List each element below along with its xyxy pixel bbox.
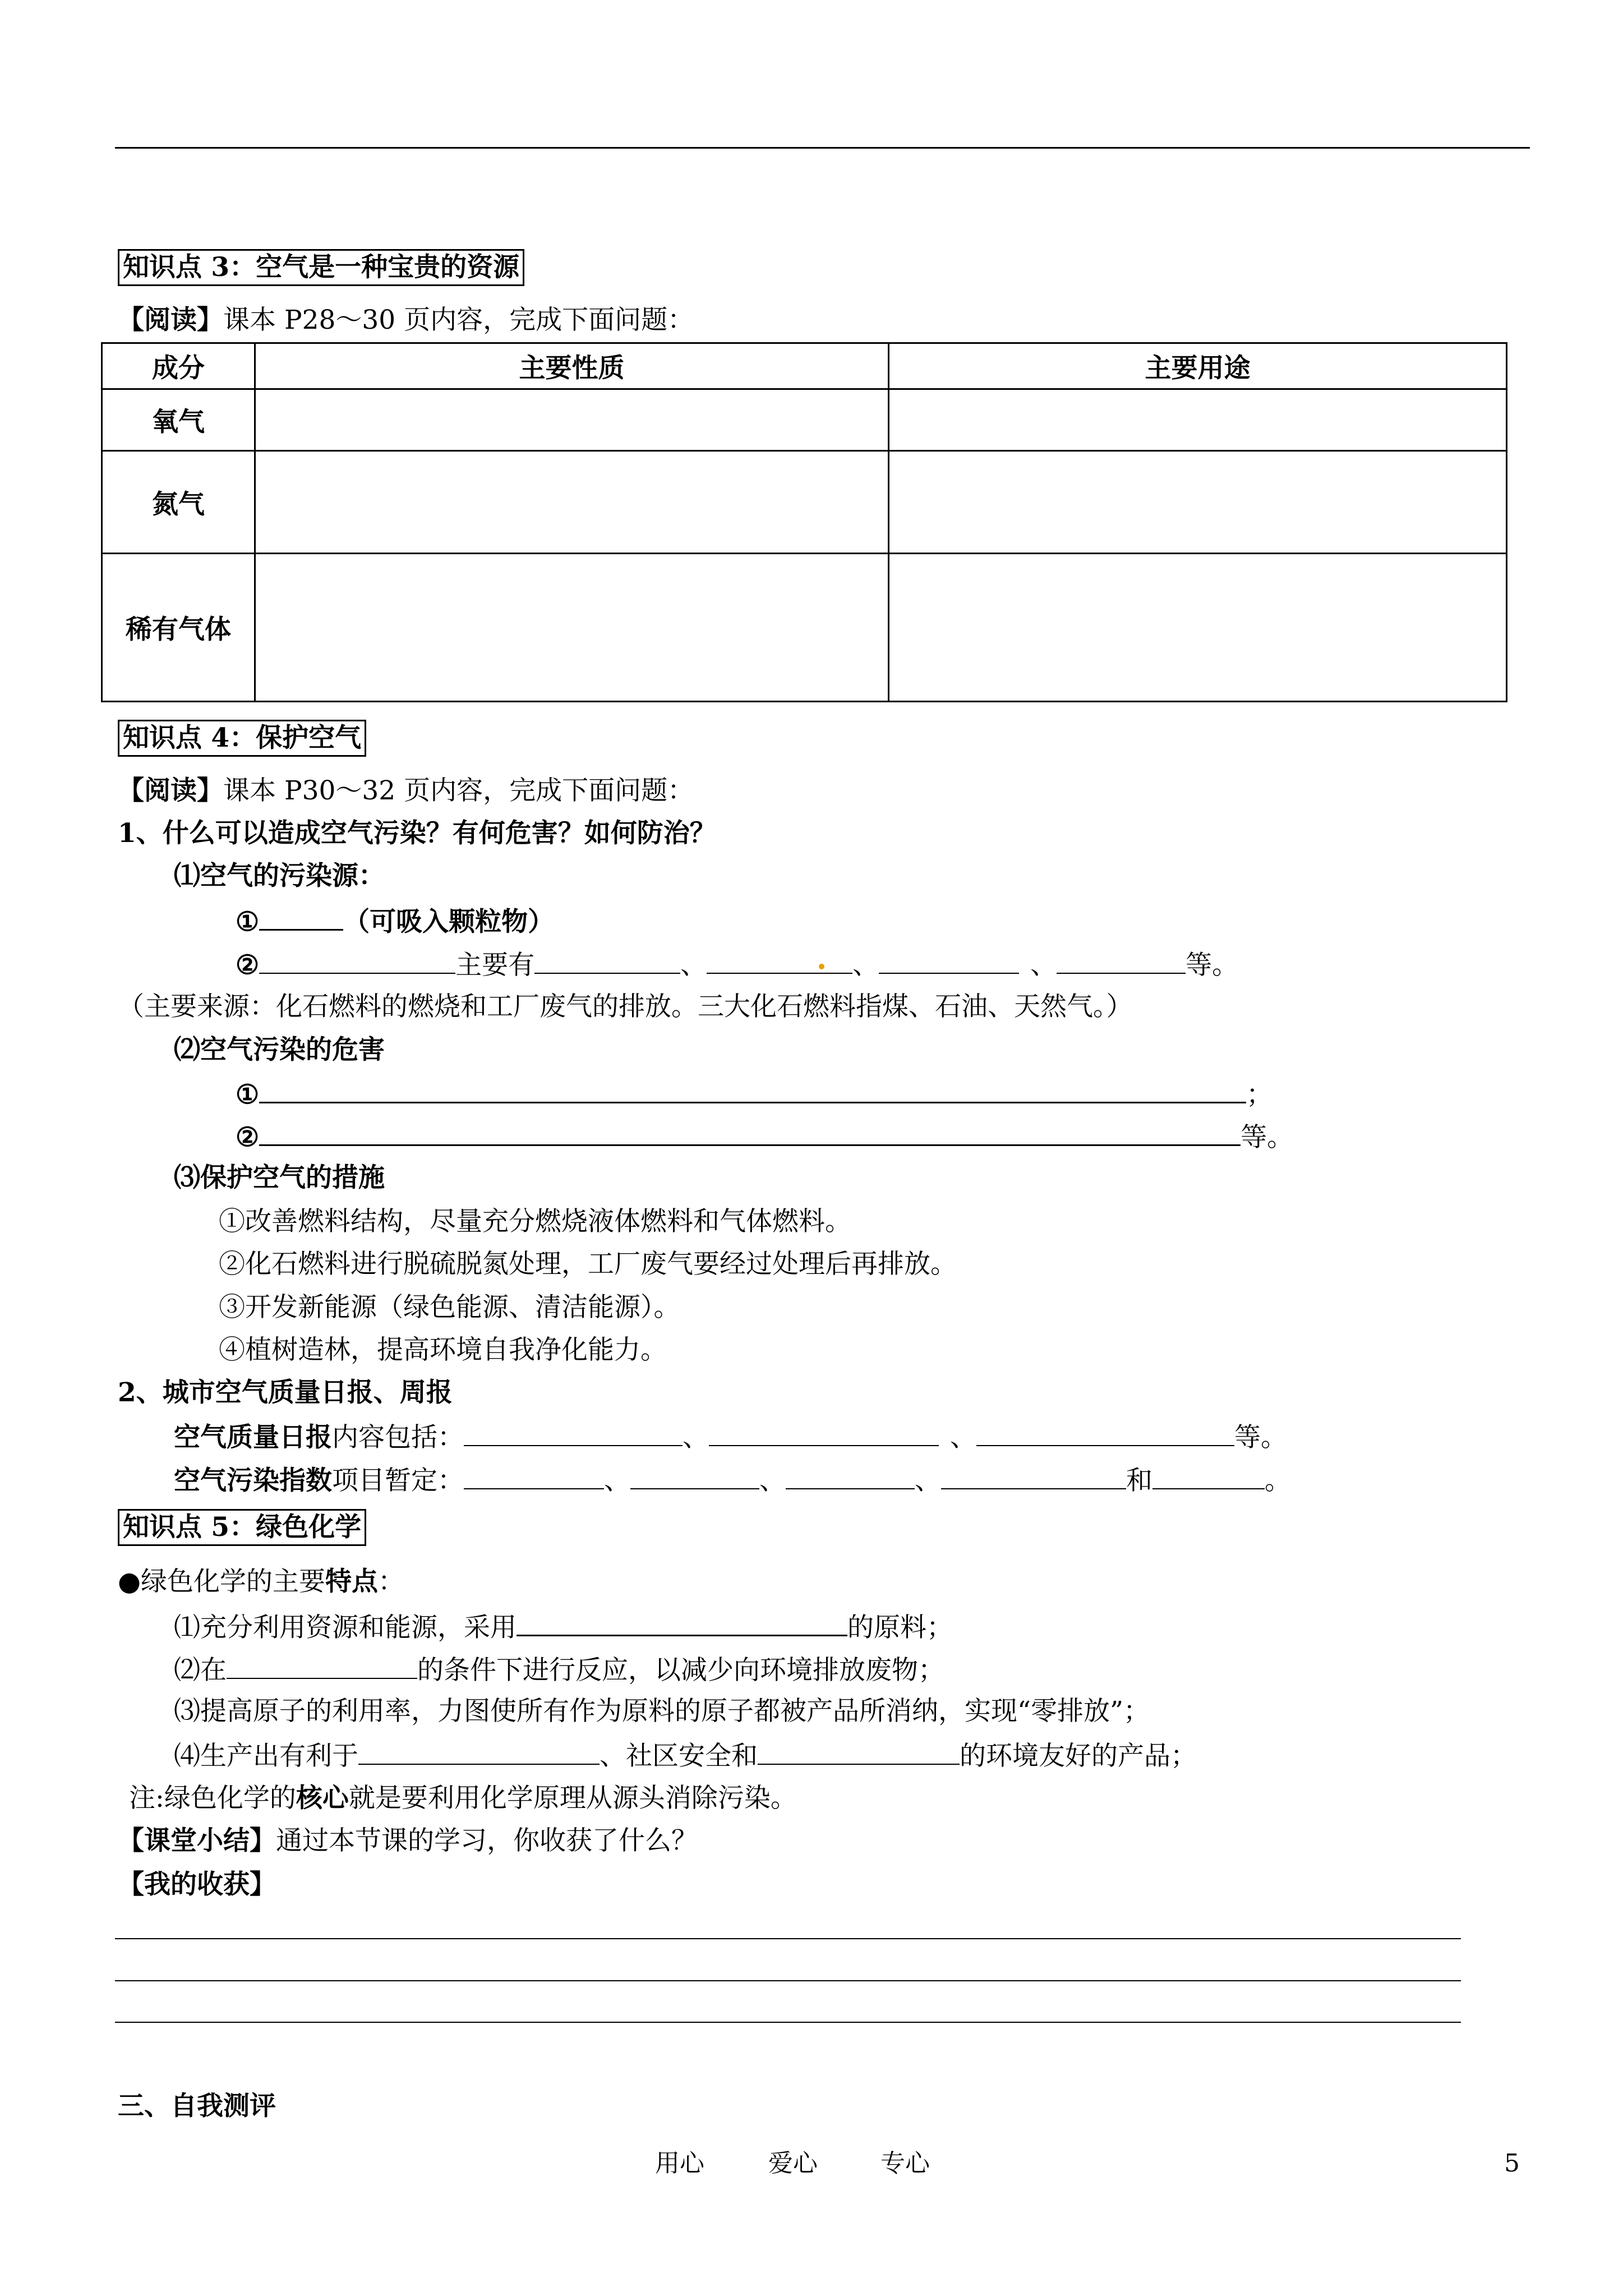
class-summary xyxy=(118,1824,698,1858)
note-text: 注:绿色化学的 xyxy=(129,1783,296,1814)
read-text: 课本 P28～30 页内容，完成下面问题： xyxy=(223,305,694,335)
property-cell[interactable] xyxy=(255,451,889,554)
kp4-title: 知识点 4：保护空气 xyxy=(118,720,366,757)
item-end: 等。 xyxy=(1241,1122,1294,1153)
separator: 、 xyxy=(683,1422,709,1453)
use-cell[interactable] xyxy=(889,554,1507,702)
kp3-read-line xyxy=(118,303,694,337)
fill-blank[interactable] xyxy=(879,947,1019,974)
footer-word: 用心 xyxy=(655,2149,704,2178)
fill-blank[interactable] xyxy=(259,903,343,931)
harm-heading: ⑵空气污染的危害 xyxy=(174,1034,385,1065)
table-row xyxy=(102,554,1507,702)
read-tag: 【阅读】 xyxy=(118,775,223,806)
source-item-1 xyxy=(236,903,554,939)
kp3-title: 知识点 3：空气是一种宝贵的资源 xyxy=(118,249,524,286)
harm-item-2 xyxy=(236,1119,1293,1154)
note-text: 就是要利用化学原理从源头消除污染。 xyxy=(348,1783,797,1814)
summary-text: 通过本节课的学习，你收获了什么？ xyxy=(276,1825,698,1856)
measures-heading: ⑶保护空气的措施 xyxy=(174,1162,385,1193)
daily-report-line xyxy=(174,1419,1287,1455)
features-prefix: ●绿色化学的主要 xyxy=(118,1566,326,1597)
item-text: 主要有 xyxy=(455,950,535,981)
feature-text: 的原料； xyxy=(847,1612,953,1643)
note-bold: 核心 xyxy=(296,1783,349,1814)
feature-text: ⑵在 xyxy=(174,1655,227,1686)
source-item-2 xyxy=(236,947,1238,982)
answer-line[interactable] xyxy=(115,1938,1461,1939)
table-header: 主要性质 xyxy=(255,343,889,389)
kp4-read-line xyxy=(118,774,694,808)
feature-3: ⑶提高原子的利用率，力图使所有作为原料的原子都被产品所消纳，实现“零排放”； xyxy=(174,1696,1150,1727)
read-tag: 【阅读】 xyxy=(118,305,223,335)
index-label: 空气污染指数 xyxy=(174,1465,332,1496)
feature-text: 的条件下进行反应，以减少向环境排放废物； xyxy=(417,1655,944,1686)
separator: 、 xyxy=(680,950,707,981)
summary-tag: 【课堂小结】 xyxy=(118,1825,276,1856)
table-header: 主要用途 xyxy=(889,343,1507,389)
features-heading xyxy=(118,1565,404,1599)
period: 。 xyxy=(1265,1465,1291,1496)
fill-blank[interactable] xyxy=(709,1419,939,1446)
separator: 、 xyxy=(852,950,879,981)
property-cell[interactable] xyxy=(255,389,889,451)
row-label: 氮气 xyxy=(102,451,255,554)
measure-item: ①改善燃料结构，尽量充分燃烧液体燃料和气体燃料。 xyxy=(219,1206,851,1237)
fill-blank[interactable] xyxy=(941,1462,1126,1489)
measure-item: ④植树造林，提高环境自我净化能力。 xyxy=(219,1335,667,1365)
fill-blank[interactable] xyxy=(786,1462,915,1489)
table-row xyxy=(102,451,1507,554)
feature-4 xyxy=(174,1738,1197,1773)
features-colon: ： xyxy=(378,1566,405,1597)
table-row xyxy=(102,389,1507,451)
feature-2 xyxy=(174,1652,944,1687)
feature-text: 的环境友好的产品； xyxy=(960,1741,1197,1772)
fill-blank[interactable] xyxy=(464,1419,683,1446)
header-rule xyxy=(115,147,1530,149)
item-text: （可吸入颗粒物） xyxy=(343,907,555,937)
feature-1 xyxy=(174,1609,953,1645)
air-components-table xyxy=(101,342,1507,702)
fill-blank[interactable] xyxy=(1057,947,1186,974)
footer-word: 爱心 xyxy=(768,2149,818,2178)
separator: 、 xyxy=(950,1422,976,1453)
question-1: 1、什么可以造成空气污染？有何危害？如何防治？ xyxy=(118,818,716,849)
source-note: （主要来源：化石燃料的燃烧和工厂废气的排放。三大化石燃料指煤、石油、天然气。） xyxy=(118,991,1133,1022)
pollution-sources-heading: ⑴空气的污染源： xyxy=(174,861,385,891)
fill-blank[interactable] xyxy=(259,1119,1241,1146)
fill-blank[interactable] xyxy=(534,947,680,974)
fill-blank[interactable] xyxy=(227,1652,417,1679)
features-bold: 特点 xyxy=(325,1566,379,1597)
fill-blank[interactable] xyxy=(358,1738,600,1765)
my-harvest-heading: 【我的收获】 xyxy=(118,1869,276,1900)
fill-blank[interactable] xyxy=(259,947,455,974)
item-marker: ② xyxy=(236,1122,260,1153)
question-2: 2、城市空气质量日报、周报 xyxy=(118,1377,453,1408)
item-marker: ① xyxy=(236,1079,260,1110)
item-end: 等。 xyxy=(1186,950,1239,981)
row-label: 稀有气体 xyxy=(102,554,255,702)
section-self-assessment: 三、自我测评 xyxy=(118,2091,276,2122)
footer-word: 专心 xyxy=(880,2149,930,2178)
fill-blank[interactable] xyxy=(464,1462,604,1489)
feature-text: ⑷生产出有利于 xyxy=(174,1741,358,1772)
and-text: 和 xyxy=(1126,1465,1152,1496)
property-cell[interactable] xyxy=(255,554,889,702)
fill-blank[interactable] xyxy=(976,1419,1234,1446)
item-marker: ① xyxy=(236,907,260,937)
orange-dot xyxy=(819,964,824,969)
feature-text: 、社区安全和 xyxy=(600,1741,758,1772)
use-cell[interactable] xyxy=(889,389,1507,451)
kp5-title: 知识点 5：绿色化学 xyxy=(118,1509,366,1546)
answer-line[interactable] xyxy=(115,1980,1461,1981)
separator: 、 xyxy=(915,1465,941,1496)
page-number: 5 xyxy=(1504,2149,1520,2178)
separator: 、 xyxy=(759,1465,786,1496)
answer-line[interactable] xyxy=(115,2022,1461,2023)
harm-item-1 xyxy=(236,1076,1272,1112)
pollution-index-line xyxy=(174,1462,1291,1498)
fill-blank[interactable] xyxy=(1152,1462,1265,1489)
report-text: 内容包括： xyxy=(332,1422,464,1453)
fill-blank[interactable] xyxy=(758,1738,960,1765)
fill-blank[interactable] xyxy=(630,1462,759,1489)
item-end: ； xyxy=(1246,1079,1273,1110)
measure-item: ②化石燃料进行脱硫脱氮处理，工厂废气要经过处理后再排放。 xyxy=(219,1249,957,1280)
separator: 、 xyxy=(1030,950,1057,981)
read-text: 课本 P30～32 页内容，完成下面问题： xyxy=(223,775,694,806)
row-label: 氧气 xyxy=(102,389,255,451)
fill-blank[interactable] xyxy=(517,1609,847,1636)
index-text: 项目暂定： xyxy=(332,1465,464,1496)
item-end: 等。 xyxy=(1234,1422,1287,1453)
use-cell[interactable] xyxy=(889,451,1507,554)
measure-item: ③开发新能源（绿色能源、清洁能源）。 xyxy=(219,1292,680,1323)
separator: 、 xyxy=(604,1465,630,1496)
core-note xyxy=(129,1782,797,1815)
report-label: 空气质量日报 xyxy=(174,1422,332,1453)
table-header: 成分 xyxy=(102,343,255,389)
feature-text: ⑴充分利用资源和能源，采用 xyxy=(174,1612,517,1643)
fill-blank[interactable] xyxy=(259,1076,1246,1103)
item-marker: ② xyxy=(236,950,260,981)
fill-blank[interactable] xyxy=(707,947,852,974)
